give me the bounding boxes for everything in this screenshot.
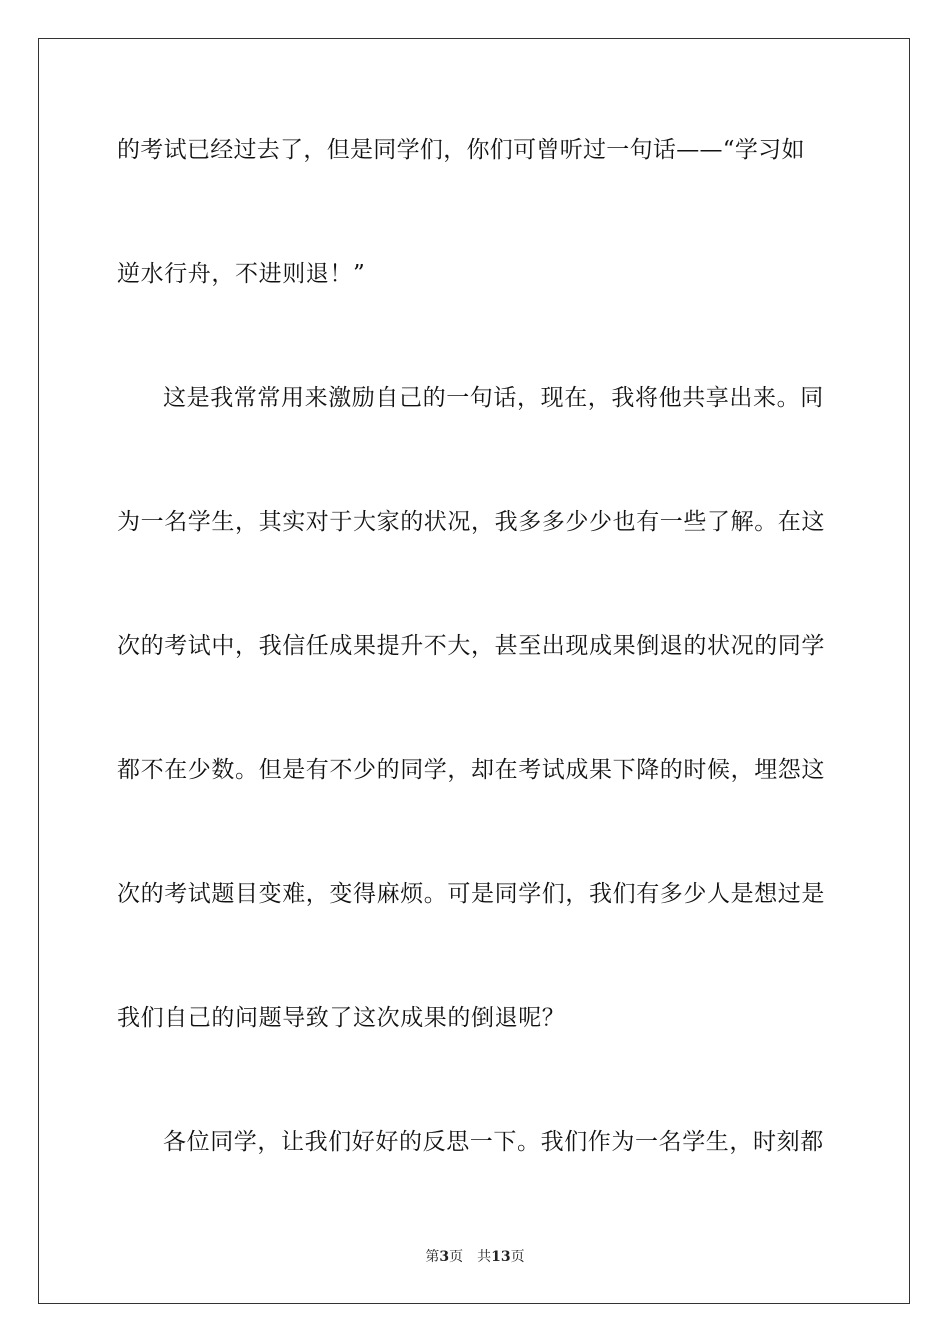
body-line-1: 的考试已经过去了，但是同学们，你们可曾听过一句话——“学习如 bbox=[117, 137, 805, 163]
body-line-8: 我们自己的问题导致了这次成果的倒退呢？ bbox=[117, 1005, 566, 1031]
page-unit: 页 bbox=[449, 1249, 464, 1265]
body-line-3-paragraph-start: 这是我常常用来激励自己的一句话，现在，我将他共享出来。同 bbox=[163, 385, 824, 411]
page-number: 3 bbox=[439, 1249, 450, 1265]
body-line-4: 为一名学生，其实对于大家的状况，我多多少少也有一些了解。在这 bbox=[117, 509, 825, 535]
page-footer bbox=[0, 1246, 950, 1266]
body-line-6: 都不在少数。但是有不少的同学，却在考试成果下降的时候，埋怨这 bbox=[117, 757, 825, 783]
body-line-2: 逆水行舟，不进则退！” bbox=[117, 261, 366, 287]
body-line-7: 次的考试题目变难，变得麻烦。可是同学们，我们有多少人是想过是 bbox=[117, 881, 825, 907]
page-prefix: 第 bbox=[425, 1249, 440, 1265]
total-pages: 13 bbox=[491, 1249, 511, 1265]
page-border bbox=[38, 38, 910, 1304]
total-unit: 页 bbox=[510, 1249, 525, 1265]
body-line-9-paragraph-start: 各位同学，让我们好好的反思一下。我们作为一名学生，时刻都 bbox=[163, 1129, 824, 1155]
total-prefix: 共 bbox=[477, 1249, 492, 1265]
body-line-5: 次的考试中，我信任成果提升不大，甚至出现成果倒退的状况的同学 bbox=[117, 633, 825, 659]
